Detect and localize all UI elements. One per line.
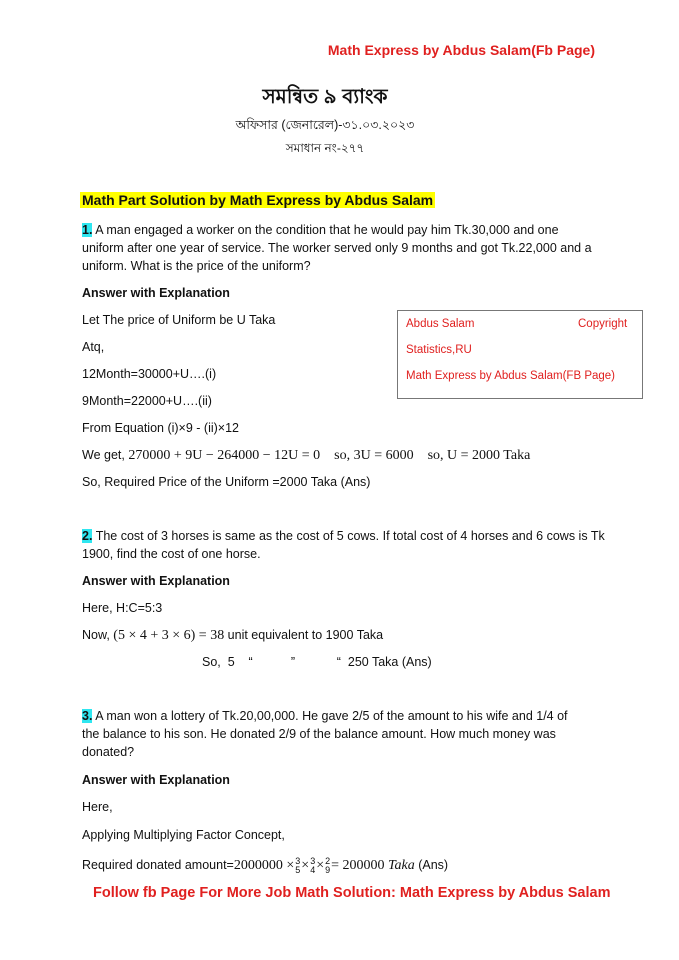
q3-required-line: Required donated amount=2000000 × 3 5 × 3 4 × 2 9 = 200000 Taka (Ans) <box>82 855 449 875</box>
q1-text: A man engaged a worker on the condition that he would pay him Tk.30,000 and one <box>95 223 559 237</box>
q1-answer-heading: Answer with Explanation <box>82 286 230 300</box>
fraction: 3 5 <box>295 855 301 875</box>
q1-step: 12Month=30000+U….(i) <box>82 367 217 381</box>
q2-here: Here, H:C=5:3 <box>82 601 163 615</box>
ans-label: (Ans) <box>418 858 449 872</box>
q2-so: So, 5 “ ” “ 250 Taka (Ans) <box>202 655 432 669</box>
we-get-label: We get, <box>82 448 125 462</box>
q1-step: Let The price of Uniform be U Taka <box>82 313 276 327</box>
q2-equation: (5 × 4 + 3 × 6) = 38 <box>113 628 225 643</box>
copyright-name: Abdus Salam <box>406 318 475 330</box>
q3-here: Here, <box>82 800 113 814</box>
q1-line-1 <box>82 222 559 238</box>
required-label: Required donated amount= <box>82 858 234 872</box>
q3-line-3: donated? <box>82 745 135 759</box>
q2-text: The cost of 3 horses is same as the cost of 5 cows. If total cost of 4 horses and 6 cows is Tk <box>95 529 605 543</box>
q1-line-2: uniform after one year of service. The worker served only 9 months and got Tk.22,000 and a <box>82 241 592 255</box>
q3-number: 3. <box>82 709 93 723</box>
q3-concept: Applying Multiplying Factor Concept, <box>82 828 285 842</box>
q2-line-2: 1900, find the cost of one horse. <box>82 547 261 561</box>
q1-step: From Equation (i)×9 - (ii)×12 <box>82 421 240 435</box>
footer-note: Follow fb Page For More Job Math Solution: Math Express by Abdus Salam <box>93 885 611 901</box>
header-credit: Math Express by Abdus Salam(Fb Page) <box>327 42 595 58</box>
copyright-label: Copyright <box>578 318 628 330</box>
q3-line-1 <box>82 708 568 724</box>
q2-line-1 <box>82 528 605 544</box>
eq-start: 2000000 × <box>233 858 295 873</box>
q1-equation: 270000 + 9U − 264000 − 12U = 0 so, 3U = 6000 so, U = 2000 Taka <box>128 448 531 463</box>
q1-equation-line <box>82 447 530 464</box>
page-title: সমন্বিত ৯ ব্যাংক <box>262 86 388 108</box>
fraction: 3 4 <box>310 855 316 875</box>
q1-step: Atq, <box>82 340 105 354</box>
copyright-box <box>397 310 643 399</box>
copyright-page: Math Express by Abdus Salam(FB Page) <box>406 370 616 382</box>
section-heading: Math Part Solution by Math Express by Abdus Salam <box>82 192 434 208</box>
q1-line-3: uniform. What is the price of the uniform? <box>82 259 311 273</box>
q2-equivalent: unit equivalent to 1900 Taka <box>227 628 384 642</box>
q3-answer-heading: Answer with Explanation <box>82 773 230 787</box>
q1-result: So, Required Price of the Uniform =2000 Taka (Ans) <box>82 475 371 489</box>
q3-line-2: the balance to his son. He donated 2/9 of the balance amount. How much money was <box>82 727 556 741</box>
subtitle: অফিসার (জেনারেল)-৩১.০৩.২০২৩ <box>235 118 415 132</box>
solution-number: সমাধান নং-২৭৭ <box>285 141 365 155</box>
copyright-dept: Statistics,RU <box>406 344 472 356</box>
q2-number: 2. <box>82 529 93 543</box>
q3-text: A man won a lottery of Tk.20,00,000. He gave 2/5 of the amount to his wife and 1/4 of <box>95 709 568 723</box>
fraction: 2 9 <box>325 855 331 875</box>
q2-now-line <box>82 627 383 644</box>
q2-answer-heading: Answer with Explanation <box>82 574 230 588</box>
q1-number: 1. <box>82 223 93 237</box>
q1-step: 9Month=22000+U….(ii) <box>82 394 212 408</box>
eq-end: = 200000 <box>331 858 385 873</box>
taka-unit: Taka <box>388 858 415 873</box>
now-label: Now, <box>82 628 110 642</box>
